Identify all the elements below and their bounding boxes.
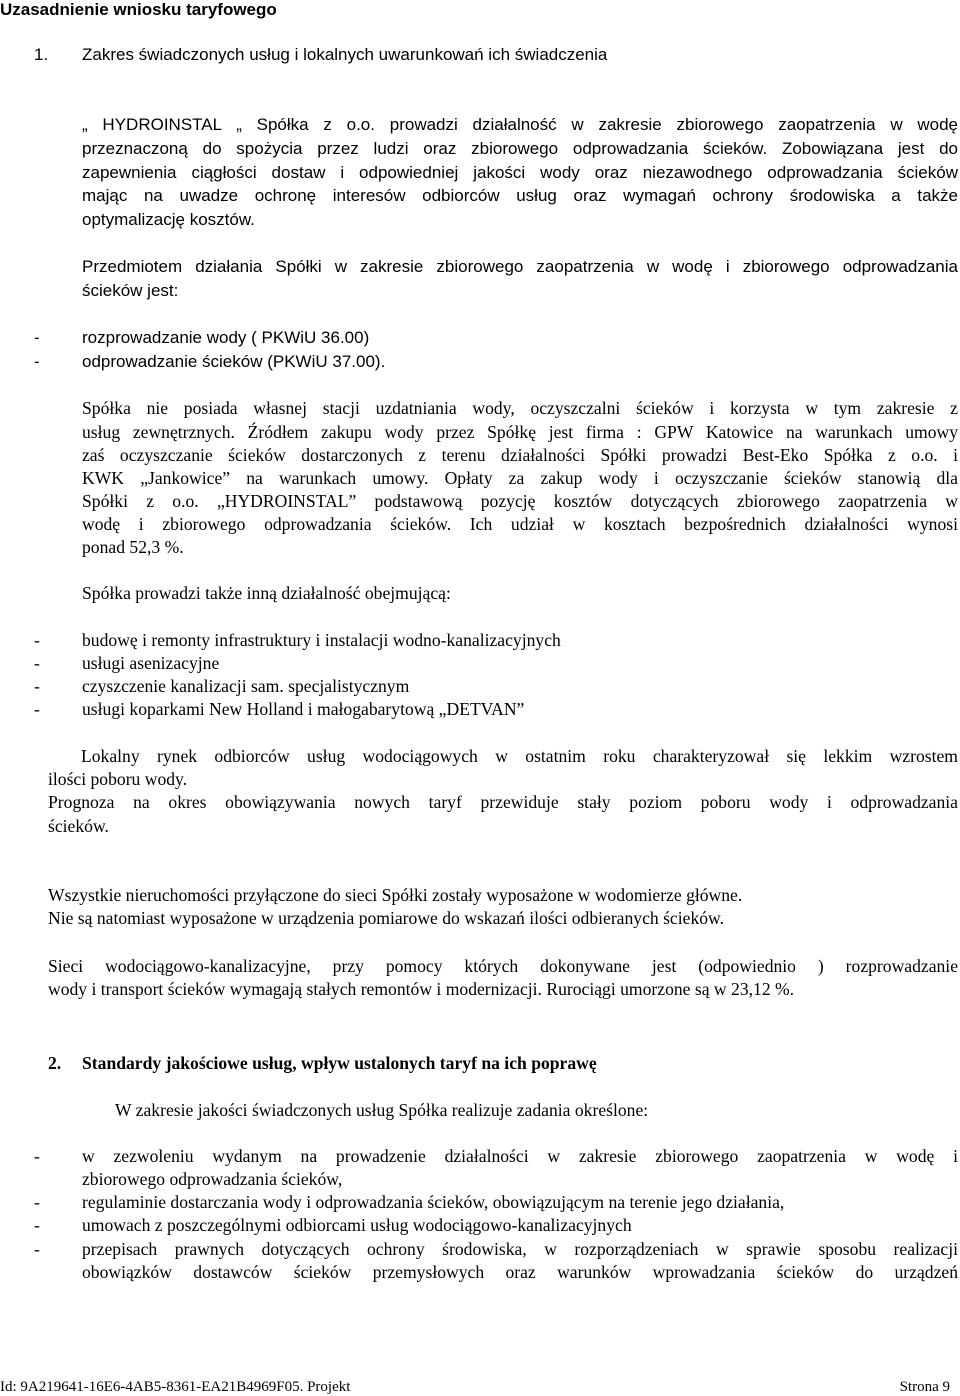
list-item: budowę i remonty infrastruktury i instalacji wodno-kanalizacyjnych bbox=[82, 630, 561, 650]
paragraph-line: zaś oczyszczanie ścieków dostarczonych z terenu działalności Spółki prowadzi Best-Eko Spółka z o.o. i bbox=[82, 445, 958, 465]
list-dash: - bbox=[34, 653, 40, 673]
paragraph-line: Prognoza na okres obowiązywania nowych taryf przewiduje stały poziom poboru wody i odprowadzania bbox=[48, 792, 958, 812]
paragraph-line: Nie są natomiast wyposażone w urządzenia pomiarowe do wskazań ilości odbieranych ścieków. bbox=[48, 908, 724, 928]
paragraph-line: Spółki z o.o. „HYDROINSTAL” podstawową pozycję kosztów dotyczących zbiorowego zaopatrzenia w bbox=[82, 491, 958, 511]
paragraph-line: przeznaczoną do spożycia przez ludzi oraz zbiorowego odprowadzania ścieków. Zobowiązana jest do bbox=[82, 139, 958, 158]
paragraph-line: ścieków jest: bbox=[82, 281, 179, 300]
paragraph-line: wodę i zbiorowego odprowadzania ścieków. Ich udział w kosztach bezpośrednich działalności wynosi bbox=[82, 514, 958, 534]
paragraph-line: ilości poboru wody. bbox=[48, 769, 188, 789]
section2-number: 2. bbox=[48, 1053, 62, 1073]
paragraph-line: Wszystkie nieruchomości przyłączone do sieci Spółki zostały wyposażone w wodomierze główne. bbox=[48, 885, 743, 905]
paragraph-line: optymalizację kosztów. bbox=[82, 210, 255, 229]
list-dash: - bbox=[34, 1239, 40, 1259]
list-item-continuation: zbiorowego odprowadzania ścieków, bbox=[82, 1169, 343, 1189]
paragraph-line: Przedmiotem działania Spółki w zakresie zbiorowego zaopatrzenia w wodę i zbiorowego odprowadzania bbox=[82, 257, 958, 276]
paragraph-line: ponad 52,3 %. bbox=[82, 537, 184, 557]
paragraph-line: Spółka nie posiada własnej stacji uzdatniania wody, oczyszczalni ścieków i korzysta w tym zakresie z bbox=[82, 398, 958, 418]
list-dash: - bbox=[34, 630, 40, 650]
list-dash: - bbox=[34, 1192, 40, 1212]
paragraph-line: usług zewnętrznych. Źródłem zakupu wody przez Spółkę jest firma : GPW Katowice na warunkach umowy bbox=[82, 422, 958, 442]
paragraph-line: Sieci wodociągowo-kanalizacyjne, przy pomocy których dokonywane jest (odpowiednio ) rozprowadzanie bbox=[48, 956, 958, 976]
paragraph-line: ścieków. bbox=[48, 816, 109, 836]
paragraph-line: zapewnienia ciągłości dostaw i odpowiedniej jakości wody oraz niezawodnego odprowadzania ścieków bbox=[82, 163, 958, 182]
list-dash: - bbox=[34, 699, 40, 719]
paragraph-line: wody i transport ścieków wymagają stałych remontów i modernizacji. Rurociągi umorzone są w 23,12 %. bbox=[48, 979, 795, 999]
list-item: usługi koparkami New Holland i małogabarytową „DETVAN” bbox=[82, 699, 525, 719]
list-item: umowach z poszczególnymi odbiorcami usług wodociągowo-kanalizacyjnych bbox=[82, 1215, 632, 1235]
document-heading: Uzasadnienie wniosku taryfowego bbox=[0, 0, 277, 19]
section1-title: Zakres świadczonych usług i lokalnych uwarunkowań ich świadczenia bbox=[82, 45, 608, 64]
footer-document-id: Id: 9A219641-16E6-4AB5-8361-EA21B4969F05. Projekt bbox=[0, 1379, 351, 1395]
list-item: odprowadzanie ścieków (PKWiU 37.00). bbox=[82, 352, 386, 371]
list-dash: - bbox=[34, 676, 40, 696]
section1-number: 1. bbox=[34, 45, 49, 64]
list-dash: - bbox=[34, 352, 40, 371]
paragraph-4: Spółka prowadzi także inną działalność obejmującą: bbox=[82, 583, 451, 603]
section2-intro: W zakresie jakości świadczonych usług Spółka realizuje zadania określone: bbox=[115, 1100, 649, 1120]
paragraph-line: KWK „Jankowice” na warunkach umowy. Opłaty za zakup wody i oczyszczanie ścieków stanowią dla bbox=[82, 468, 958, 488]
list-dash: - bbox=[34, 328, 40, 347]
list-dash: - bbox=[34, 1146, 40, 1166]
list-item: usługi asenizacyjne bbox=[82, 653, 220, 673]
list-item: przepisach prawnych dotyczących ochrony środowiska, w rozporządzeniach w sprawie sposobu realizacji bbox=[82, 1239, 958, 1259]
paragraph-line: „ HYDROINSTAL „ Spółka z o.o. prowadzi działalność w zakresie zbiorowego zaopatrzenia w wodę bbox=[82, 115, 958, 134]
paragraph-line: mając na uwadze ochronę interesów odbiorców usług oraz wymagań ochrony środowiska a także bbox=[82, 186, 958, 205]
section2-title: Standardy jakościowe usług, wpływ ustalonych taryf na ich poprawę bbox=[82, 1053, 597, 1073]
paragraph-line: Lokalny rynek odbiorców usług wodociągowych w ostatnim roku charakteryzował się lekkim wzrostem bbox=[81, 746, 958, 766]
list-dash: - bbox=[34, 1215, 40, 1235]
list-item: rozprowadzanie wody ( PKWiU 36.00) bbox=[82, 328, 370, 347]
list-item: w zezwoleniu wydanym na prowadzenie działalności w zakresie zbiorowego zaopatrzenia w wodę i bbox=[82, 1146, 958, 1166]
list-item-continuation: obowiązków dostawców ścieków przemysłowych oraz warunków wprowadzania ścieków do urządzeń bbox=[82, 1262, 958, 1282]
list-item: czyszczenie kanalizacji sam. specjalistycznym bbox=[82, 676, 410, 696]
footer-page-number: Strona 9 bbox=[899, 1379, 950, 1395]
list-item: regulaminie dostarczania wody i odprowadzania ścieków, obowiązującym na terenie jego działania, bbox=[82, 1192, 785, 1212]
